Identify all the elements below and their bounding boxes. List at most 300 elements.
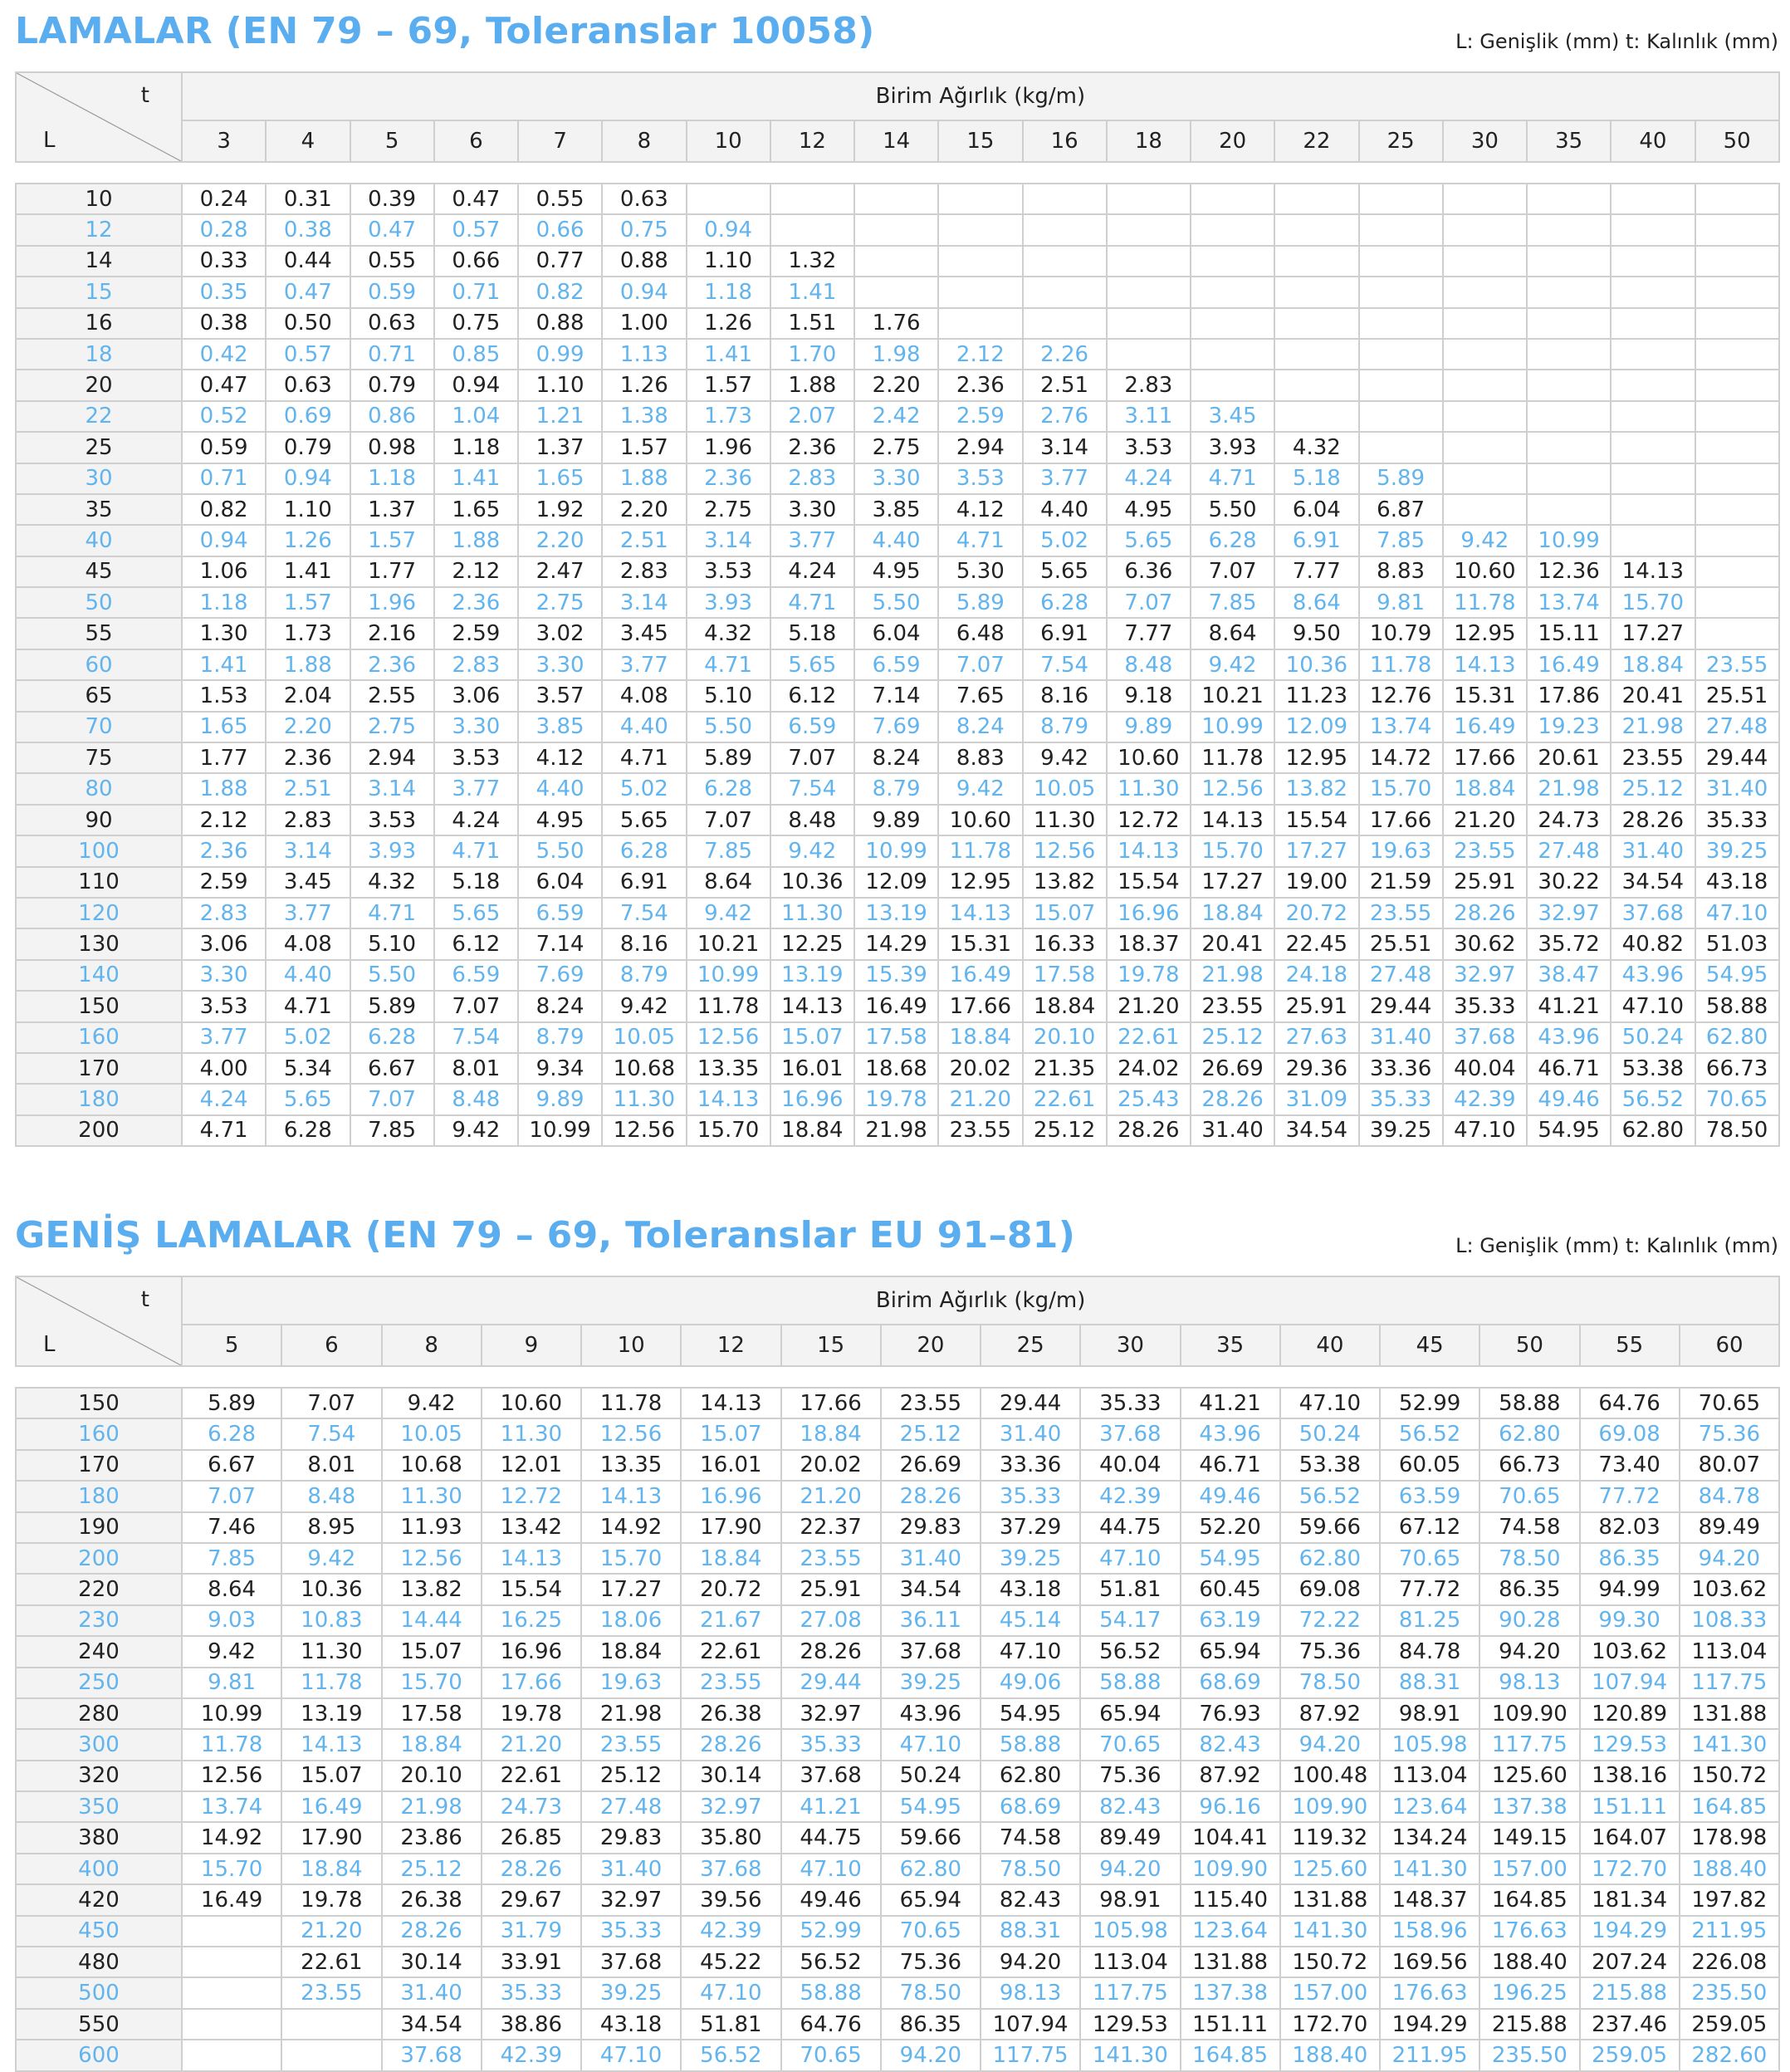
weight-cell: 1.00	[602, 308, 686, 339]
width-cell: 200	[16, 1115, 182, 1146]
weight-cell: 22.45	[1274, 928, 1358, 959]
weight-cell: 141.30	[1080, 2040, 1180, 2070]
weight-cell: 17.27	[581, 1574, 681, 1604]
weight-cell: 19.78	[1107, 960, 1191, 991]
weight-cell: 1.18	[350, 463, 434, 494]
weight-cell	[1611, 277, 1695, 307]
weight-cell: 5.02	[266, 1022, 350, 1053]
weight-cell: 21.67	[681, 1605, 780, 1636]
weight-cell	[182, 1947, 281, 1977]
weight-cell: 70.65	[1380, 1543, 1479, 1574]
weight-cell: 2.36	[938, 370, 1022, 400]
weight-cell: 7.85	[350, 1115, 434, 1146]
table-row	[16, 1947, 1779, 1977]
weight-cell: 10.05	[382, 1418, 482, 1449]
weight-cell: 10.36	[1274, 649, 1358, 680]
width-cell: 170	[16, 1450, 182, 1481]
weight-cell: 70.65	[1479, 1481, 1579, 1511]
weight-cell: 58.88	[1080, 1668, 1180, 1698]
weight-cell: 1.41	[434, 463, 518, 494]
weight-cell	[1527, 214, 1611, 245]
weight-cell: 23.55	[1359, 898, 1443, 928]
weight-cell	[854, 214, 938, 245]
weight-cell: 20.72	[1274, 898, 1358, 928]
weight-cell: 5.18	[434, 867, 518, 898]
weight-cell: 117.75	[1479, 1729, 1579, 1760]
weight-cell: 49.06	[981, 1668, 1080, 1698]
weight-cell: 54.17	[1080, 1605, 1180, 1636]
weight-cell: 5.89	[938, 587, 1022, 618]
weight-cell	[1107, 246, 1191, 277]
weight-cell: 4.24	[1107, 463, 1191, 494]
weight-cell: 8.01	[434, 1053, 518, 1084]
weight-cell: 35.33	[482, 1977, 581, 2008]
weight-cell: 3.77	[1023, 463, 1107, 494]
weight-cell: 47.10	[1611, 991, 1695, 1021]
weight-cell: 6.28	[1191, 525, 1274, 556]
table-row	[16, 494, 1779, 525]
weight-cell: 14.13	[1107, 835, 1191, 866]
width-cell: 300	[16, 1729, 182, 1760]
width-cell: 25	[16, 432, 182, 463]
thickness-axis-label: t	[140, 1287, 149, 1312]
thickness-column-header: 14	[854, 120, 938, 162]
weight-cell: 7.85	[1191, 587, 1274, 618]
weight-cell: 3.30	[518, 649, 602, 680]
weight-cell: 3.57	[518, 680, 602, 711]
table-row	[16, 1854, 1779, 1884]
weight-cell: 28.26	[1191, 1084, 1274, 1114]
weight-cell: 56.52	[1080, 1636, 1180, 1667]
weight-cell: 8.79	[1023, 712, 1107, 742]
weight-cell: 12.56	[602, 1115, 686, 1146]
weight-cell: 6.28	[350, 1022, 434, 1053]
weight-cell: 21.98	[1527, 773, 1611, 804]
weight-cell: 35.33	[1695, 805, 1779, 835]
weight-cell: 15.70	[687, 1115, 770, 1146]
weight-cell: 31.40	[1611, 835, 1695, 866]
weight-cell: 29.44	[781, 1668, 881, 1698]
weight-cell: 68.69	[981, 1791, 1080, 1822]
weight-cell: 5.89	[182, 1388, 281, 1418]
weight-cell: 0.57	[266, 339, 350, 370]
weight-cell: 9.42	[182, 1636, 281, 1667]
table-row	[16, 246, 1779, 277]
weight-cell: 49.46	[781, 1884, 881, 1915]
weight-cell: 1.10	[518, 370, 602, 400]
weight-cell: 1.10	[266, 494, 350, 525]
table-row	[16, 370, 1779, 400]
weight-cell: 129.53	[1080, 2009, 1180, 2040]
weight-cell: 3.30	[854, 463, 938, 494]
table-row	[16, 1388, 1779, 1418]
weight-cell: 172.70	[1280, 2009, 1380, 2040]
weight-cell: 107.94	[1580, 1668, 1680, 1698]
weight-cell: 8.64	[687, 867, 770, 898]
weight-cell: 1.41	[266, 556, 350, 587]
weight-cell: 176.63	[1479, 1916, 1579, 1947]
weight-cell: 138.16	[1580, 1761, 1680, 1791]
weight-cell: 84.78	[1680, 1481, 1779, 1511]
weight-cell: 235.50	[1479, 2040, 1579, 2070]
weight-cell: 42.39	[482, 2040, 581, 2070]
width-cell: 150	[16, 1388, 182, 1418]
weight-cell: 94.99	[1580, 1574, 1680, 1604]
weight-cell: 19.78	[854, 1084, 938, 1114]
weight-cell: 15.70	[1611, 587, 1695, 618]
weight-cell: 21.35	[1023, 1053, 1107, 1084]
weight-cell: 15.07	[281, 1761, 381, 1791]
weight-cell	[1695, 463, 1779, 494]
weight-cell	[1527, 277, 1611, 307]
thickness-column-header: 50	[1695, 120, 1779, 162]
table-row	[16, 1729, 1779, 1760]
weight-cell	[938, 246, 1022, 277]
weight-cell: 2.75	[518, 587, 602, 618]
thickness-column-header: 60	[1680, 1325, 1779, 1366]
weight-cell: 23.55	[938, 1115, 1022, 1146]
weight-cell: 72.22	[1280, 1605, 1380, 1636]
weight-cell: 28.26	[781, 1636, 881, 1667]
weight-cell: 2.59	[182, 867, 266, 898]
width-cell: 280	[16, 1698, 182, 1729]
weight-cell: 8.64	[1274, 587, 1358, 618]
table-row	[16, 1512, 1779, 1543]
weight-cell	[1023, 277, 1107, 307]
weight-cell: 74.58	[981, 1822, 1080, 1853]
weight-cell: 7.07	[281, 1388, 381, 1418]
weight-cell: 104.41	[1181, 1822, 1280, 1853]
weight-cell	[1274, 184, 1358, 214]
weight-cell: 14.13	[581, 1481, 681, 1511]
weight-cell: 47.10	[781, 1854, 881, 1884]
weight-cell: 176.63	[1380, 1977, 1479, 2008]
weight-cell: 29.83	[881, 1512, 981, 1543]
weight-cell	[1611, 525, 1695, 556]
header-row	[16, 72, 1779, 120]
section-title: GENİŞ LAMALAR (EN 79 – 69, Toleranslar EU 91–81)	[15, 1214, 1076, 1256]
weight-cell: 2.59	[938, 401, 1022, 432]
weight-cell: 7.54	[434, 1022, 518, 1053]
width-cell: 80	[16, 773, 182, 804]
weight-cell: 24.18	[1274, 960, 1358, 991]
weight-cell: 0.99	[518, 339, 602, 370]
weight-cell: 13.35	[581, 1450, 681, 1481]
weight-cell: 12.09	[854, 867, 938, 898]
genis-lamalar-section	[15, 1204, 1778, 2072]
weight-cell: 4.71	[434, 835, 518, 866]
weight-cell: 5.65	[770, 649, 854, 680]
weight-cell: 10.83	[281, 1605, 381, 1636]
table-row	[16, 1884, 1779, 1915]
width-cell: 14	[16, 246, 182, 277]
weight-cell: 5.34	[266, 1053, 350, 1084]
weight-cell: 43.18	[581, 2009, 681, 2040]
weight-cell: 18.84	[681, 1543, 780, 1574]
weight-cell: 58.88	[781, 1977, 881, 2008]
weight-cell: 2.47	[518, 556, 602, 587]
weight-cell: 9.42	[602, 991, 686, 1021]
weight-cell: 3.02	[518, 618, 602, 649]
weight-cell: 88.31	[981, 1916, 1080, 1947]
weight-cell	[1527, 308, 1611, 339]
weight-cell: 7.85	[182, 1543, 281, 1574]
weight-cell: 1.41	[182, 649, 266, 680]
weight-cell: 17.58	[1023, 960, 1107, 991]
weight-cell: 3.06	[434, 680, 518, 711]
weight-cell: 39.25	[1695, 835, 1779, 866]
weight-cell: 10.60	[1107, 742, 1191, 773]
weight-cell: 0.47	[266, 277, 350, 307]
weight-cell	[1527, 401, 1611, 432]
weight-cell: 1.57	[687, 370, 770, 400]
weight-cell: 0.50	[266, 308, 350, 339]
weight-cell: 15.07	[382, 1636, 482, 1667]
weight-cell: 22.61	[681, 1636, 780, 1667]
thickness-column-header: 5	[350, 120, 434, 162]
weight-cell: 14.13	[938, 898, 1022, 928]
weight-cell: 134.24	[1380, 1822, 1479, 1853]
weight-cell: 12.56	[382, 1543, 482, 1574]
weight-cell: 148.37	[1380, 1884, 1479, 1915]
weight-cell: 1.41	[770, 277, 854, 307]
weight-cell: 7.07	[434, 991, 518, 1021]
weight-cell	[1443, 339, 1527, 370]
weight-cell: 0.94	[602, 277, 686, 307]
weight-cell: 6.12	[770, 680, 854, 711]
unit-weight-caption: Birim Ağırlık (kg/m)	[182, 72, 1779, 120]
weight-cell: 0.66	[518, 214, 602, 245]
weight-cell: 14.29	[854, 928, 938, 959]
weight-cell: 12.56	[1023, 835, 1107, 866]
weight-cell	[1443, 246, 1527, 277]
weight-cell: 25.51	[1359, 928, 1443, 959]
weight-cell: 21.20	[281, 1916, 381, 1947]
weight-cell: 3.45	[266, 867, 350, 898]
weight-cell: 35.33	[581, 1916, 681, 1947]
weight-cell: 31.40	[1191, 1115, 1274, 1146]
thickness-axis-label: t	[140, 83, 149, 108]
weight-cell: 50.24	[1280, 1418, 1380, 1449]
weight-cell: 17.66	[938, 991, 1022, 1021]
table-row	[16, 1605, 1779, 1636]
weight-cell: 21.59	[1359, 867, 1443, 898]
weight-cell: 29.36	[1274, 1053, 1358, 1084]
weight-cell: 53.38	[1611, 1053, 1695, 1084]
weight-cell: 0.66	[434, 246, 518, 277]
weight-cell: 125.60	[1479, 1761, 1579, 1791]
weight-cell: 6.04	[1274, 494, 1358, 525]
weight-cell: 8.79	[518, 1022, 602, 1053]
weight-cell: 25.91	[1443, 867, 1527, 898]
weight-cell: 11.78	[182, 1729, 281, 1760]
weight-cell: 50.24	[1611, 1022, 1695, 1053]
weight-cell: 2.75	[350, 712, 434, 742]
weight-cell: 12.56	[1191, 773, 1274, 804]
weight-cell: 11.30	[770, 898, 854, 928]
width-cell: 160	[16, 1022, 182, 1053]
weight-cell: 78.50	[1479, 1543, 1579, 1574]
thickness-column-header: 9	[482, 1325, 581, 1366]
weight-cell: 3.14	[266, 835, 350, 866]
weight-cell: 113.04	[1380, 1761, 1479, 1791]
weight-cell: 1.73	[266, 618, 350, 649]
weight-cell: 17.66	[1443, 742, 1527, 773]
weight-cell	[182, 1916, 281, 1947]
weight-cell: 8.16	[1023, 680, 1107, 711]
weight-cell: 5.18	[1274, 463, 1358, 494]
thickness-column-header: 3	[182, 120, 266, 162]
weight-cell: 259.05	[1580, 2040, 1680, 2070]
weight-cell: 38.47	[1527, 960, 1611, 991]
weight-cell: 117.75	[1680, 1668, 1779, 1698]
weight-cell: 21.20	[482, 1729, 581, 1760]
weight-cell: 2.75	[687, 494, 770, 525]
weight-cell: 1.04	[434, 401, 518, 432]
weight-cell: 10.21	[1191, 680, 1274, 711]
data-table	[15, 183, 1780, 1147]
weight-cell: 4.12	[938, 494, 1022, 525]
weight-cell: 158.96	[1380, 1916, 1479, 1947]
weight-cell: 14.13	[770, 991, 854, 1021]
weight-cell	[854, 184, 938, 214]
weight-cell: 27.48	[1359, 960, 1443, 991]
weight-cell: 54.95	[1181, 1543, 1280, 1574]
weight-cell: 6.12	[434, 928, 518, 959]
weight-cell: 15.70	[1359, 773, 1443, 804]
weight-cell: 75.36	[1280, 1636, 1380, 1667]
weight-cell: 17.66	[482, 1668, 581, 1698]
weight-cell: 47.10	[981, 1636, 1080, 1667]
weight-cell: 1.21	[518, 401, 602, 432]
weight-cell: 66.73	[1695, 1053, 1779, 1084]
weight-cell: 10.99	[854, 835, 938, 866]
weight-cell: 0.77	[518, 246, 602, 277]
weight-cell: 20.41	[1611, 680, 1695, 711]
weight-cell	[1611, 432, 1695, 463]
weight-cell: 0.79	[350, 370, 434, 400]
weight-cell: 9.89	[1107, 712, 1191, 742]
weight-cell: 12.56	[182, 1761, 281, 1791]
weight-cell: 4.71	[770, 587, 854, 618]
weight-cell: 9.42	[770, 835, 854, 866]
weight-cell: 4.71	[687, 649, 770, 680]
weight-cell: 59.66	[1280, 1512, 1380, 1543]
weight-cell: 39.25	[881, 1668, 981, 1698]
table-row	[16, 867, 1779, 898]
weight-cell: 1.18	[182, 587, 266, 618]
width-cell: 90	[16, 805, 182, 835]
weight-cell: 2.75	[854, 432, 938, 463]
weight-cell: 56.52	[1280, 1481, 1380, 1511]
weight-cell: 27.48	[581, 1791, 681, 1822]
weight-cell: 11.78	[1191, 742, 1274, 773]
weight-cell: 73.40	[1580, 1450, 1680, 1481]
weight-cell: 2.83	[1107, 370, 1191, 400]
weight-cell: 21.20	[1443, 805, 1527, 835]
weight-cell: 32.97	[581, 1884, 681, 1915]
thickness-column-header: 12	[681, 1325, 780, 1366]
weight-cell: 282.60	[1680, 2040, 1779, 2070]
weight-cell: 194.29	[1580, 1916, 1680, 1947]
weight-cell	[182, 2040, 281, 2070]
thickness-column-header: 6	[434, 120, 518, 162]
weight-cell: 52.99	[781, 1916, 881, 1947]
weight-cell: 107.94	[981, 2009, 1080, 2040]
weight-cell: 98.91	[1080, 1884, 1180, 1915]
weight-cell: 6.04	[518, 867, 602, 898]
weight-cell: 8.01	[281, 1450, 381, 1481]
weight-cell	[1191, 214, 1274, 245]
weight-cell: 26.85	[482, 1822, 581, 1853]
weight-cell: 11.30	[281, 1636, 381, 1667]
weight-cell: 44.75	[1080, 1512, 1180, 1543]
weight-cell: 6.67	[350, 1053, 434, 1084]
weight-cell: 13.19	[854, 898, 938, 928]
weight-cell: 151.11	[1181, 2009, 1280, 2040]
weight-cell: 3.30	[434, 712, 518, 742]
width-cell: 60	[16, 649, 182, 680]
weight-cell	[938, 184, 1022, 214]
weight-cell: 4.24	[770, 556, 854, 587]
table-row	[16, 649, 1779, 680]
table-row	[16, 1084, 1779, 1114]
thickness-column-header: 18	[1107, 120, 1191, 162]
weight-cell: 1.73	[687, 401, 770, 432]
width-cell: 450	[16, 1916, 182, 1947]
weight-cell: 17.27	[1274, 835, 1358, 866]
weight-cell: 10.60	[1443, 556, 1527, 587]
weight-cell	[1695, 246, 1779, 277]
weight-cell	[1274, 277, 1358, 307]
weight-cell	[1191, 246, 1274, 277]
weight-cell: 39.25	[581, 1977, 681, 2008]
weight-cell: 43.96	[1527, 1022, 1611, 1053]
weight-cell: 6.59	[854, 649, 938, 680]
weight-cell: 16.49	[938, 960, 1022, 991]
weight-cell: 25.12	[1611, 773, 1695, 804]
weight-cell: 60.05	[1380, 1450, 1479, 1481]
weight-cell	[1023, 308, 1107, 339]
weight-cell: 12.72	[1107, 805, 1191, 835]
weight-cell: 23.55	[1695, 649, 1779, 680]
weight-cell: 14.13	[681, 1388, 780, 1418]
weight-cell: 0.94	[182, 525, 266, 556]
weight-cell: 18.06	[581, 1605, 681, 1636]
weight-cell: 3.77	[770, 525, 854, 556]
weight-cell	[1359, 370, 1443, 400]
weight-cell: 215.88	[1479, 2009, 1579, 2040]
weight-cell: 23.55	[881, 1388, 981, 1418]
thickness-column-header: 7	[518, 120, 602, 162]
weight-cell: 10.99	[1191, 712, 1274, 742]
weight-cell: 56.52	[681, 2040, 780, 2070]
weight-cell	[1695, 618, 1779, 649]
weight-cell: 3.30	[182, 960, 266, 991]
weight-cell: 0.47	[434, 184, 518, 214]
weight-cell: 11.30	[382, 1481, 482, 1511]
weight-cell: 4.40	[266, 960, 350, 991]
weight-cell: 27.48	[1695, 712, 1779, 742]
width-cell: 180	[16, 1481, 182, 1511]
weight-cell: 9.42	[281, 1543, 381, 1574]
weight-cell: 164.85	[1479, 1884, 1579, 1915]
weight-cell: 52.99	[1380, 1388, 1479, 1418]
weight-cell: 15.70	[1191, 835, 1274, 866]
table-row	[16, 184, 1779, 214]
weight-cell: 9.50	[1274, 618, 1358, 649]
header-table	[15, 1276, 1780, 1367]
